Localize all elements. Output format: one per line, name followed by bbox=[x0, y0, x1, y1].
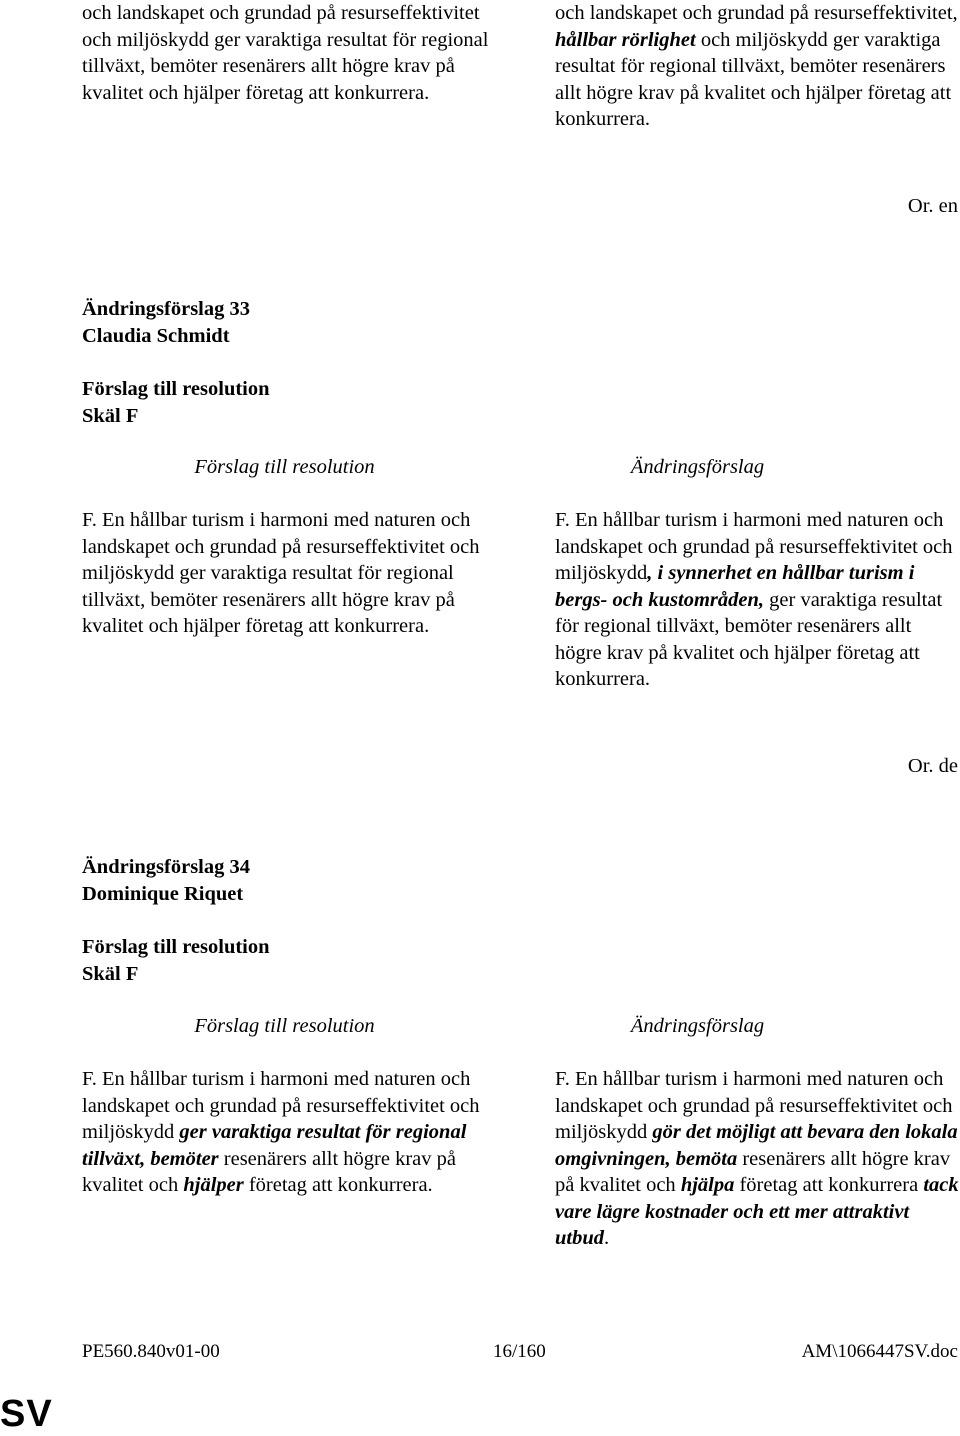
footer-am-ref: AM\1066447SV.doc bbox=[801, 1341, 958, 1362]
amendment-33-header bbox=[82, 296, 250, 350]
amendment-34-header bbox=[82, 854, 250, 908]
top-left-text: och landskapet och grundad på resurseffektivitet och miljöskydd ger varaktiga resultat för regional tillväxt, bemöter resenärers allt högre krav på kvalitet och hjälper företag att konkurrera. bbox=[82, 2, 489, 104]
recital-label: Skäl F bbox=[82, 405, 139, 427]
recital-label: Skäl F bbox=[82, 963, 139, 985]
amendment-title: Ändringsförslag 34 bbox=[82, 856, 251, 878]
amendment-34-target bbox=[82, 934, 270, 988]
amendment-highlight: ger varaktiga resultat för regional tillväxt, bemöter bbox=[82, 1121, 467, 1170]
amendment-highlight: hjälper bbox=[183, 1174, 244, 1196]
amendment-highlight: , i synnerhet en hållbar turism i bergs- och kustområden, bbox=[555, 562, 915, 611]
column-head-amendment: Ändringsförslag bbox=[630, 1015, 765, 1037]
column-head-original: Förslag till resolution bbox=[194, 1015, 375, 1037]
original-language: Or. de bbox=[907, 755, 958, 777]
column-head-original: Förslag till resolution bbox=[194, 456, 375, 478]
amendment-title: Ändringsförslag 33 bbox=[82, 298, 251, 320]
amendment-34-original-text: F. En hållbar turism i harmoni med naturen och landskapet och grundad på resurseffektivitet och miljöskydd ger varaktiga resultat för regional tillväxt, bemöter resenärers allt högre krav på kvalitet och hjälper företag att konkurrera. bbox=[82, 1068, 480, 1196]
amendment-33-target bbox=[82, 376, 270, 430]
amendment-author: Claudia Schmidt bbox=[82, 325, 230, 347]
column-head-amendment: Ändringsförslag bbox=[630, 456, 765, 478]
top-right-text: och landskapet och grundad på resurseffektivitet, hållbar rörlighet och miljöskydd ger varaktiga resultat för regional tillväxt, bemöter resenärers allt högre krav på kvalitet och hjälper företag att konkurrera. bbox=[555, 2, 958, 130]
footer-page-number: 16/160 bbox=[493, 1341, 546, 1362]
amendment-author: Dominique Riquet bbox=[82, 883, 244, 905]
amendment-34-amended-text: F. En hållbar turism i harmoni med naturen och landskapet och grundad på resurseffektivitet och miljöskydd gör det möjligt att bevara den lokala omgivningen, bemöta resenärers allt högre krav på kvalitet och hjälpa företag att konkurrera tack vare lägre kostnader och ett mer attraktivt utbud. bbox=[555, 1068, 959, 1249]
original-language: Or. en bbox=[907, 195, 958, 217]
amendment-highlight: hjälpa bbox=[680, 1174, 735, 1196]
amendment-highlight: hållbar rörlighet bbox=[555, 28, 696, 51]
motion-label: Förslag till resolution bbox=[82, 936, 270, 958]
amendment-highlight: gör det möjligt att bevara den lokala omgivningen, bemöta bbox=[555, 1121, 958, 1170]
amendment-33-original-text: F. En hållbar turism i harmoni med naturen och landskapet och grundad på resurseffektivitet och miljöskydd ger varaktiga resultat för regional tillväxt, bemöter resenärers allt högre krav på kvalitet och hjälper företag att konkurrera. bbox=[82, 509, 480, 637]
footer-doc-ref: PE560.840v01-00 bbox=[82, 1341, 220, 1362]
amendment-33-amended-text: F. En hållbar turism i harmoni med naturen och landskapet och grundad på resurseffektivitet och miljöskydd, i synnerhet en hållbar turism i bergs- och kustområden, ger varaktiga resultat för regional tillväxt, bemöter resenärers allt högre krav på kvalitet och hjälper företag att konkurrera. bbox=[555, 509, 953, 690]
language-code: SV bbox=[0, 1393, 53, 1435]
amendment-highlight: tack vare lägre kostnader och ett mer attraktivt utbud bbox=[555, 1174, 959, 1249]
motion-label: Förslag till resolution bbox=[82, 378, 270, 400]
